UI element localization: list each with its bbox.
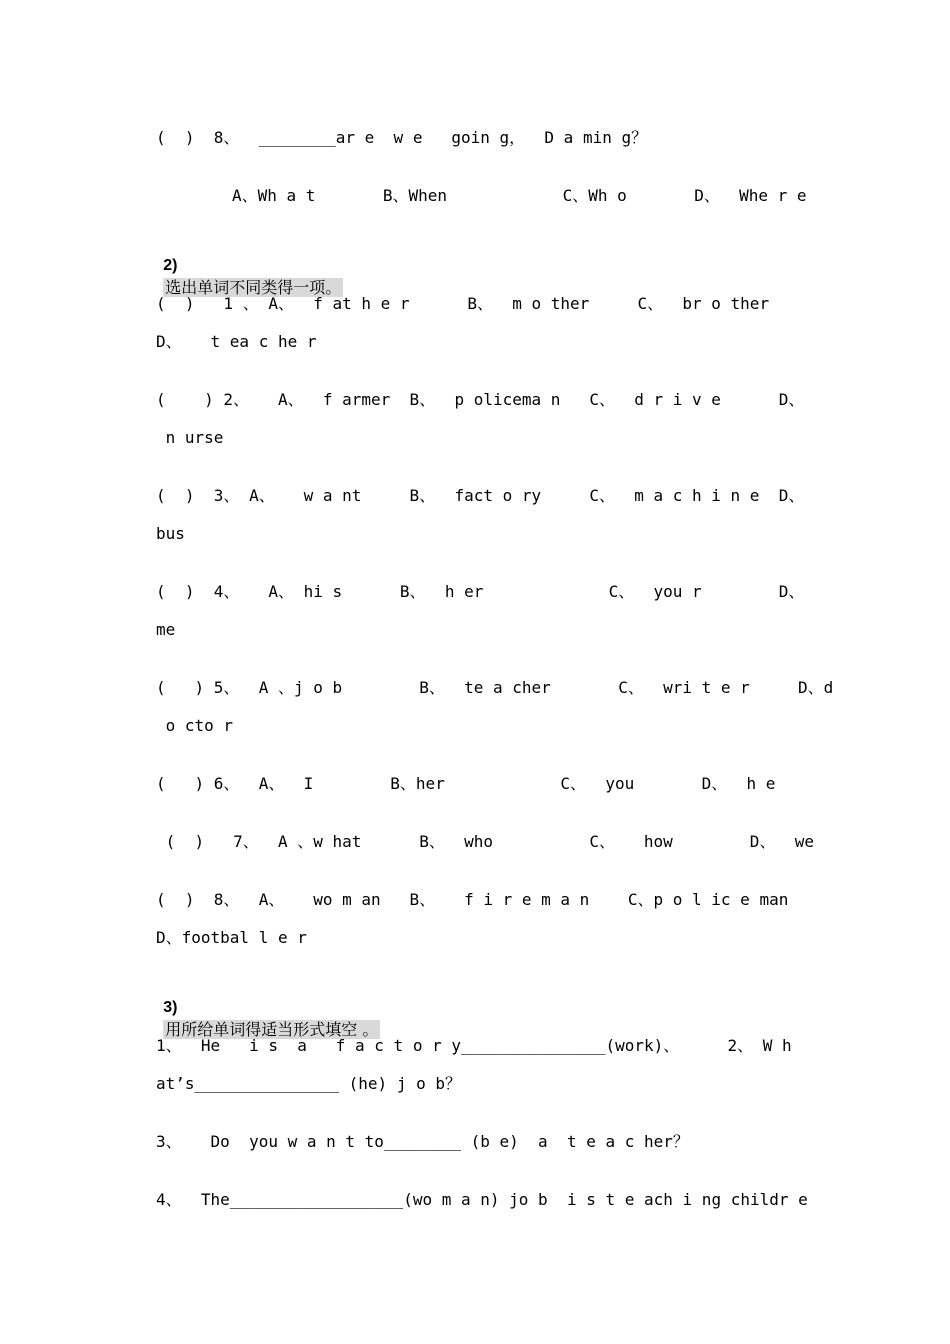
s2-q2-line2: n urse xyxy=(156,428,224,447)
s2-q1-line1: ( ) 1 、 A、 f at h e r B、 m o ther C、 br o ther xyxy=(156,294,770,313)
s3-q1-line1: 1、 He i s a f a c t o r y_______________(work)、 2、 W h xyxy=(156,1036,792,1055)
s2-q5-line1: ( ) 5、 A 、j o b B、 te a cher C、 wri t e r D、d xyxy=(156,678,834,697)
s3-q4-line: 4、 The__________________(wo m a n) jo b i s t e ach i ng childr e xyxy=(156,1190,808,1209)
s2-q8-line2: D、footbal l e r xyxy=(156,928,307,947)
section-2-heading xyxy=(144,232,343,299)
s2-q7-line: ( ) 7、 A 、w hat B、 who C、 how D、 we xyxy=(156,832,814,851)
s2-q3-line2: bus xyxy=(156,524,185,543)
s2-q3-line1: ( ) 3、 A、 w a nt B、 fact o ry C、 m a c h i n e D、 xyxy=(156,486,805,505)
s2-q8-line1: ( ) 8、 A、 wo m an B、 f i r e m a n C、p o l ic e man xyxy=(156,890,789,909)
question-8-line: ( ) 8、 ________ar e w e goin g， D a min g？ xyxy=(156,128,648,147)
s3-q1-line2: at’s_______________ (he) j o b？ xyxy=(156,1074,461,1093)
question-8-options: A、Wh a t B、When C、Wh o D、 Whe r e xyxy=(232,186,807,205)
s3-q3-line: 3、 Do you w a n t to________ (b e) a t e a c her？ xyxy=(156,1132,689,1151)
s2-q4-line2: me xyxy=(156,620,176,639)
section-2-title: 选出单词不同类得一项。 xyxy=(165,278,342,297)
section-3-heading xyxy=(144,974,380,1041)
section-3-title: 用所给单词得适当形式填空 。 xyxy=(165,1020,379,1039)
section-2-number: 2) xyxy=(163,257,178,274)
s2-q6-line: ( ) 6、 A、 I B、her C、 you D、 h e xyxy=(156,774,776,793)
s2-q5-line2: o cto r xyxy=(156,716,234,735)
s2-q1-line2: D、 t ea c he r xyxy=(156,332,317,351)
s2-q2-line1: ( ) 2、 A、 f armer B、 p olicema n C、 d r i v e D、 xyxy=(156,390,805,409)
s2-q4-line1: ( ) 4、 A、 hi s B、 h er C、 you r D、 xyxy=(156,582,805,601)
section-3-number: 3) xyxy=(163,999,178,1016)
